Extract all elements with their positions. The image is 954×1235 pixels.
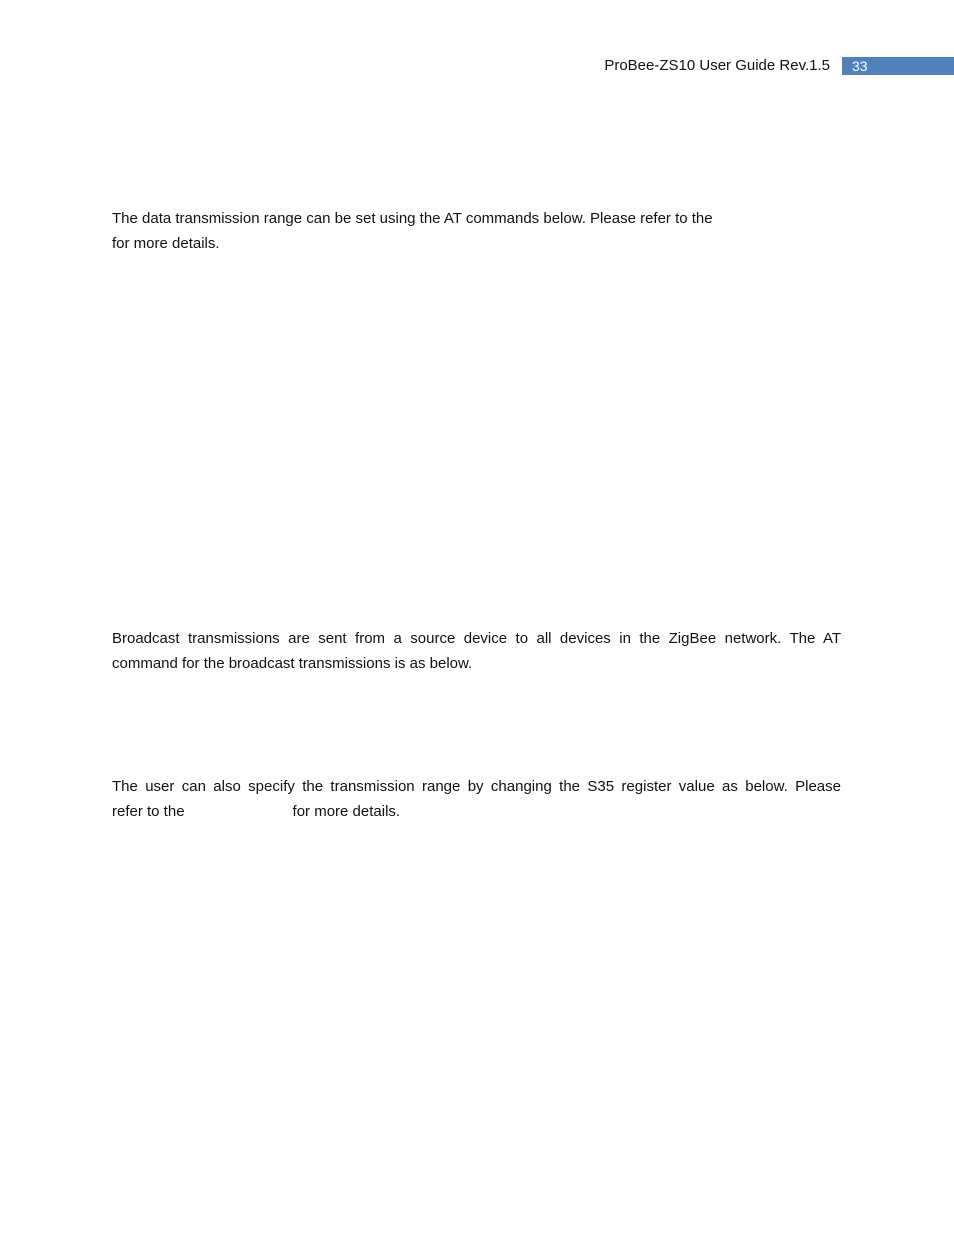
paragraph-line: The data transmission range can be set using the AT commands below. Please refer to the [112,210,713,227]
paragraph-range-intro [112,206,841,256]
paragraph-fragment: for more details. [292,803,401,820]
document-title: ProBee-ZS10 User Guide Rev.1.5 [604,57,830,74]
paragraph-s35-register [112,774,841,824]
paragraph-broadcast [112,626,841,676]
paragraph-line: Broadcast transmissions are sent from a source device to all devices in the ZigBee network. The AT [112,630,841,647]
paragraph-line: command for the broadcast transmissions is as below. [112,655,473,672]
page-number-badge: 33 [842,57,954,75]
paragraph-fragment: refer to the [112,803,185,820]
paragraph-line: The user can also specify the transmission range by changing the S35 register value as below. Please [112,778,841,795]
page-header [604,56,954,75]
paragraph-line: for more details. [112,235,220,252]
paragraph-line-2 [112,799,841,824]
